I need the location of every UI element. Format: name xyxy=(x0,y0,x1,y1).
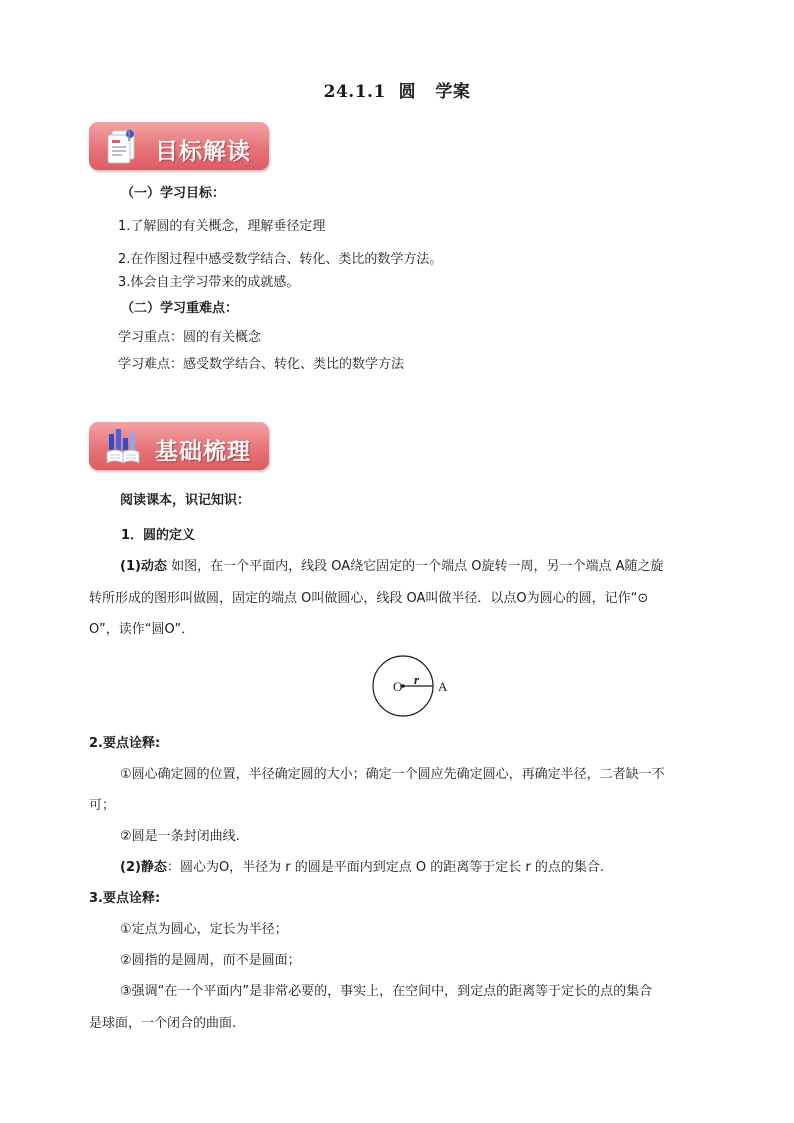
notes2-item-2: ②圆指的是圆周，而不是圆面； xyxy=(120,953,301,968)
difficult-point: 学习难点：感受数学结合、转化、类比的数学方法 xyxy=(118,357,405,372)
radius-label: r xyxy=(414,672,420,687)
dynamic-definition-line-2: 转所形成的图形叫做圆，固定的端点 O叫做圆心，线段 OA叫做半径．以点O为圆心的圆，记作“⊙ xyxy=(89,591,649,606)
page-title: 24.1.1 圆 学案 xyxy=(323,82,471,102)
notes1-item-1-line-2: 可； xyxy=(89,798,116,813)
dynamic-label: (1)动态 xyxy=(120,559,167,574)
key-point: 学习重点：圆的有关概念 xyxy=(118,330,262,345)
goal-item-3: 3.体会自主学习带来的成就感。 xyxy=(118,275,300,290)
static-label: (2)静态 xyxy=(120,860,167,875)
point-label: A xyxy=(438,679,448,694)
notes2-heading: 3.要点诠释: xyxy=(89,891,161,906)
book-chart-icon xyxy=(103,425,145,467)
reading-intro: 阅读课本，识记知识： xyxy=(120,493,251,508)
goals-heading: （一）学习目标： xyxy=(121,186,226,201)
notes2-item-3-line-1: ③强调“在一个平面内”是非常必要的，事实上，在空间中，到定点的距离等于定长的点的集合 xyxy=(120,984,653,999)
goal-item-1: 1.了解圆的有关概念，理解垂径定理 xyxy=(118,219,326,234)
circle-diagram xyxy=(370,654,460,718)
section-banner-goals xyxy=(89,122,269,170)
banner-label: 目标解读 xyxy=(155,139,251,165)
notes1-heading: 2.要点诠释: xyxy=(89,736,161,751)
dynamic-text: 如图，在一个平面内，线段 OA绕它固定的一个端点 O旋转一周，另一个端点 A随之旋 xyxy=(166,559,664,574)
definition-heading: 1．圆的定义 xyxy=(121,528,196,543)
dynamic-definition-line-1 xyxy=(120,559,664,575)
notes2-item-1: ①定点为圆心，定长为半径； xyxy=(120,922,288,937)
notes1-item-1-line-1: ①圆心确定圆的位置，半径确定圆的大小；确定一个圆应先确定圆心，再确定半径，二者缺一不 xyxy=(120,767,665,782)
document-icon xyxy=(103,125,145,167)
section-banner-basics xyxy=(89,422,269,470)
banner-label: 基础梳理 xyxy=(155,439,251,465)
static-text: ：圆心为O，半径为 r 的圆是平面内到定点 O 的距离等于定长 r 的点的集合. xyxy=(166,860,605,875)
notes2-item-3-line-2: 是球面，一个闭合的曲面. xyxy=(89,1016,237,1031)
static-definition xyxy=(120,860,604,876)
goal-item-2: 2.在作图过程中感受数学结合、转化、类比的数学方法。 xyxy=(118,252,443,267)
notes1-item-2: ②圆是一条封闭曲线. xyxy=(120,829,240,844)
difficulty-heading: （二）学习重难点： xyxy=(121,301,239,316)
dynamic-definition-line-3: O”，读作“圆O”． xyxy=(89,622,195,637)
center-label: O xyxy=(393,679,403,694)
